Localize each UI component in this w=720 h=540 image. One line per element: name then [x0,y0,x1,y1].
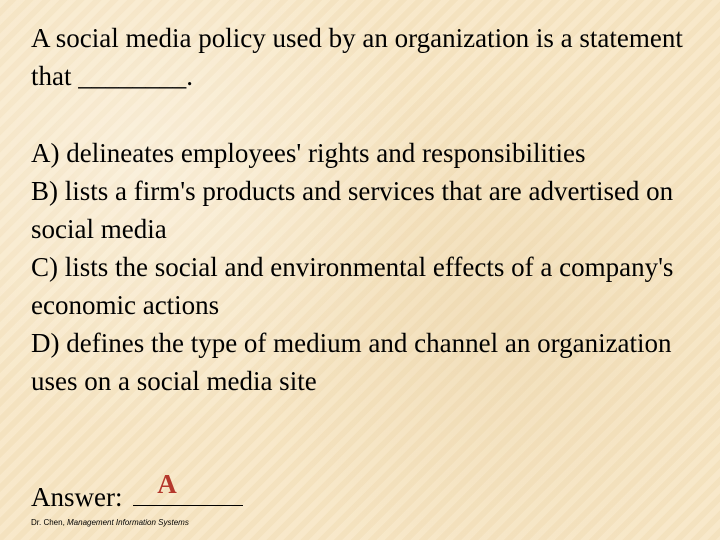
answer-blank [133,469,243,506]
option-b: B) lists a firm's products and services that are advertised on social media [31,176,674,244]
footer-author: Dr. Chen, [31,518,68,527]
option-c: C) lists the social and environmental effects of a company's economic actions [31,252,674,320]
option-a: A) delineates employees' rights and responsibilities [31,138,586,168]
answer-line [31,469,243,516]
answer-options [31,134,691,400]
option-d: D) defines the type of medium and channel an organization uses on a social media site [31,328,672,396]
footer-title: Management Information Systems [67,518,189,527]
answer-label: Answer: [31,482,123,512]
question-text: A social media policy used by an organization is a statement that ________. [31,23,683,91]
answer-value: A [157,469,177,499]
footer-credit [31,518,189,528]
